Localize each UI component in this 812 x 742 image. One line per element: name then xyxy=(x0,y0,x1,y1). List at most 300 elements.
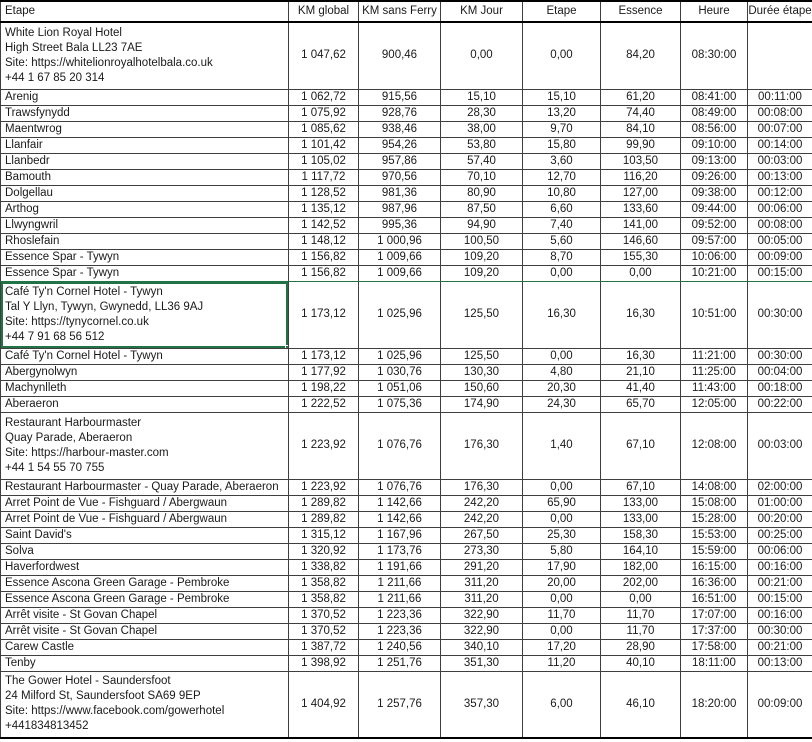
etape-km-cell[interactable]: 15,10 xyxy=(523,89,601,105)
duree-cell[interactable]: 00:09:00 xyxy=(748,671,812,738)
km-global-cell[interactable]: 1 047,62 xyxy=(289,22,359,89)
heure-cell[interactable]: 14:08:00 xyxy=(681,479,748,495)
etape-km-cell[interactable]: 5,80 xyxy=(523,543,601,559)
column-header-essence[interactable]: Essence xyxy=(601,1,681,22)
etape-km-cell[interactable]: 5,60 xyxy=(523,233,601,249)
etape-km-cell[interactable]: 11,70 xyxy=(523,607,601,623)
essence-cell[interactable]: 99,90 xyxy=(601,137,681,153)
km-global-cell[interactable]: 1 387,72 xyxy=(289,639,359,655)
heure-cell[interactable]: 10:21:00 xyxy=(681,265,748,281)
duree-cell[interactable]: 00:07:00 xyxy=(748,121,812,137)
km-global-cell[interactable]: 1 177,92 xyxy=(289,364,359,380)
duree-cell[interactable]: 00:16:00 xyxy=(748,607,812,623)
duree-cell[interactable]: 00:12:00 xyxy=(748,185,812,201)
table-row[interactable] xyxy=(1,364,812,380)
etape-cell[interactable]: Abergynolwyn xyxy=(1,364,289,380)
km-ferry-cell[interactable]: 970,56 xyxy=(359,169,441,185)
etape-km-cell[interactable]: 0,00 xyxy=(523,511,601,527)
km-jour-cell[interactable]: 311,20 xyxy=(441,575,523,591)
km-jour-cell[interactable]: 242,20 xyxy=(441,495,523,511)
etape-km-cell[interactable]: 6,60 xyxy=(523,201,601,217)
km-ferry-cell[interactable]: 957,86 xyxy=(359,153,441,169)
km-jour-cell[interactable]: 87,50 xyxy=(441,201,523,217)
essence-cell[interactable]: 133,00 xyxy=(601,495,681,511)
table-row[interactable] xyxy=(1,396,812,412)
fill-handle[interactable] xyxy=(285,345,289,349)
km-global-cell[interactable]: 1 105,02 xyxy=(289,153,359,169)
duree-cell[interactable]: 00:05:00 xyxy=(748,233,812,249)
km-global-cell[interactable]: 1 358,82 xyxy=(289,591,359,607)
column-header-km_global[interactable]: KM global xyxy=(289,1,359,22)
essence-cell[interactable]: 74,40 xyxy=(601,105,681,121)
duree-cell[interactable]: 02:00:00 xyxy=(748,479,812,495)
etape-km-cell[interactable]: 12,70 xyxy=(523,169,601,185)
km-jour-cell[interactable]: 80,90 xyxy=(441,185,523,201)
km-ferry-cell[interactable]: 995,36 xyxy=(359,217,441,233)
km-jour-cell[interactable]: 322,90 xyxy=(441,623,523,639)
heure-cell[interactable]: 08:56:00 xyxy=(681,121,748,137)
etape-km-cell[interactable]: 20,30 xyxy=(523,380,601,396)
table-row[interactable] xyxy=(1,233,812,249)
km-global-cell[interactable]: 1 075,92 xyxy=(289,105,359,121)
km-jour-cell[interactable]: 242,20 xyxy=(441,511,523,527)
km-global-cell[interactable]: 1 128,52 xyxy=(289,185,359,201)
km-global-cell[interactable]: 1 370,52 xyxy=(289,623,359,639)
etape-km-cell[interactable]: 11,20 xyxy=(523,655,601,671)
table-row[interactable] xyxy=(1,265,812,281)
etape-cell[interactable]: Arenig xyxy=(1,89,289,105)
km-jour-cell[interactable]: 267,50 xyxy=(441,527,523,543)
km-global-cell[interactable]: 1 173,12 xyxy=(289,348,359,364)
duree-cell[interactable]: 00:08:00 xyxy=(748,105,812,121)
duree-cell[interactable]: 00:30:00 xyxy=(748,623,812,639)
km-global-cell[interactable]: 1 101,42 xyxy=(289,137,359,153)
km-jour-cell[interactable]: 174,90 xyxy=(441,396,523,412)
km-global-cell[interactable]: 1 223,92 xyxy=(289,479,359,495)
km-jour-cell[interactable]: 38,00 xyxy=(441,121,523,137)
poi-line: The Gower Hotel - Saundersfoot xyxy=(5,675,171,688)
duree-cell[interactable]: 00:16:00 xyxy=(748,559,812,575)
table-row[interactable] xyxy=(1,639,812,655)
duree-cell[interactable]: 00:03:00 xyxy=(748,153,812,169)
km-global-cell[interactable]: 1 173,12 xyxy=(289,281,359,348)
etape-cell[interactable]: Café Ty'n Cornel Hotel - Tywyn xyxy=(1,348,289,364)
heure-cell[interactable]: 08:30:00 xyxy=(681,22,748,89)
table-row[interactable] xyxy=(1,217,812,233)
heure-cell[interactable]: 16:15:00 xyxy=(681,559,748,575)
km-ferry-cell[interactable]: 1 009,66 xyxy=(359,265,441,281)
etape-cell[interactable]: Haverfordwest xyxy=(1,559,289,575)
table-row[interactable] xyxy=(1,22,812,89)
km-ferry-cell[interactable]: 1 251,76 xyxy=(359,655,441,671)
km-jour-cell[interactable]: 311,20 xyxy=(441,591,523,607)
km-ferry-cell[interactable]: 1 009,66 xyxy=(359,249,441,265)
km-global-cell[interactable]: 1 404,92 xyxy=(289,671,359,738)
etape-km-cell[interactable]: 1,40 xyxy=(523,412,601,479)
km-jour-cell[interactable]: 15,10 xyxy=(441,89,523,105)
km-ferry-cell[interactable]: 1 211,66 xyxy=(359,591,441,607)
km-global-cell[interactable]: 1 358,82 xyxy=(289,575,359,591)
etape-km-cell[interactable]: 6,00 xyxy=(523,671,601,738)
heure-cell[interactable]: 12:05:00 xyxy=(681,396,748,412)
table-row[interactable] xyxy=(1,412,812,479)
km-ferry-cell[interactable]: 1 025,96 xyxy=(359,281,441,348)
etape-km-cell[interactable]: 20,00 xyxy=(523,575,601,591)
etape-cell[interactable]: Essence Ascona Green Garage - Pembroke xyxy=(1,575,289,591)
km-global-cell[interactable]: 1 370,52 xyxy=(289,607,359,623)
duree-cell[interactable]: 00:30:00 xyxy=(748,281,812,348)
essence-cell[interactable]: 0,00 xyxy=(601,265,681,281)
km-jour-cell[interactable]: 130,30 xyxy=(441,364,523,380)
duree-cell[interactable]: 00:09:00 xyxy=(748,249,812,265)
heure-cell[interactable]: 09:44:00 xyxy=(681,201,748,217)
essence-cell[interactable]: 127,00 xyxy=(601,185,681,201)
etape-cell[interactable]: Solva xyxy=(1,543,289,559)
heure-cell[interactable]: 09:52:00 xyxy=(681,217,748,233)
km-jour-cell[interactable]: 28,30 xyxy=(441,105,523,121)
table-row[interactable] xyxy=(1,169,812,185)
essence-cell[interactable]: 67,10 xyxy=(601,479,681,495)
km-jour-cell[interactable]: 125,50 xyxy=(441,281,523,348)
km-jour-cell[interactable]: 176,30 xyxy=(441,479,523,495)
km-ferry-cell[interactable]: 938,46 xyxy=(359,121,441,137)
etape-km-cell[interactable]: 24,30 xyxy=(523,396,601,412)
duree-cell[interactable]: 00:20:00 xyxy=(748,511,812,527)
table-row[interactable] xyxy=(1,121,812,137)
km-global-cell[interactable]: 1 062,72 xyxy=(289,89,359,105)
etape-km-cell[interactable]: 16,30 xyxy=(523,281,601,348)
km-global-cell[interactable]: 1 156,82 xyxy=(289,265,359,281)
essence-cell[interactable]: 146,60 xyxy=(601,233,681,249)
etape-km-cell[interactable]: 15,80 xyxy=(523,137,601,153)
km-global-cell[interactable]: 1 289,82 xyxy=(289,495,359,511)
table-row[interactable] xyxy=(1,281,812,348)
essence-cell[interactable]: 21,10 xyxy=(601,364,681,380)
km-jour-cell[interactable]: 273,30 xyxy=(441,543,523,559)
etape-cell[interactable]: Bamouth xyxy=(1,169,289,185)
km-global-cell[interactable]: 1 085,62 xyxy=(289,121,359,137)
heure-cell[interactable]: 09:10:00 xyxy=(681,137,748,153)
duree-cell[interactable]: 00:22:00 xyxy=(748,396,812,412)
column-header-etape[interactable]: Etape xyxy=(1,1,289,22)
etape-cell[interactable]: Arrêt visite - St Govan Chapel xyxy=(1,607,289,623)
essence-cell[interactable]: 202,00 xyxy=(601,575,681,591)
column-header-km_ferry[interactable]: KM sans Ferry xyxy=(359,1,441,22)
etape-km-cell[interactable]: 0,00 xyxy=(523,348,601,364)
etape-cell[interactable]: Dolgellau xyxy=(1,185,289,201)
essence-cell[interactable]: 103,50 xyxy=(601,153,681,169)
essence-cell[interactable]: 155,30 xyxy=(601,249,681,265)
etape-cell[interactable]: Saint David's xyxy=(1,527,289,543)
km-global-cell[interactable]: 1 117,72 xyxy=(289,169,359,185)
etape-cell[interactable]: Trawsfynydd xyxy=(1,105,289,121)
heure-cell[interactable]: 09:13:00 xyxy=(681,153,748,169)
km-ferry-cell[interactable]: 1 075,36 xyxy=(359,396,441,412)
etape-km-cell[interactable]: 7,40 xyxy=(523,217,601,233)
heure-cell[interactable]: 18:11:00 xyxy=(681,655,748,671)
km-jour-cell[interactable]: 94,90 xyxy=(441,217,523,233)
duree-cell[interactable]: 00:04:00 xyxy=(748,364,812,380)
km-global-cell[interactable]: 1 222,52 xyxy=(289,396,359,412)
duree-cell[interactable]: 00:30:00 xyxy=(748,348,812,364)
table-row[interactable] xyxy=(1,623,812,639)
essence-cell[interactable]: 164,10 xyxy=(601,543,681,559)
etape-cell[interactable]: Essence Spar - Tywyn xyxy=(1,249,289,265)
etape-km-cell[interactable]: 0,00 xyxy=(523,623,601,639)
table-row[interactable] xyxy=(1,153,812,169)
heure-cell[interactable]: 12:08:00 xyxy=(681,412,748,479)
essence-cell[interactable]: 11,70 xyxy=(601,607,681,623)
heure-cell[interactable]: 10:06:00 xyxy=(681,249,748,265)
poi-cell[interactable] xyxy=(1,412,289,479)
km-jour-cell[interactable]: 70,10 xyxy=(441,169,523,185)
etape-km-cell[interactable]: 65,90 xyxy=(523,495,601,511)
table-row[interactable] xyxy=(1,527,812,543)
heure-cell[interactable]: 17:07:00 xyxy=(681,607,748,623)
table-row[interactable] xyxy=(1,137,812,153)
etape-cell[interactable]: Tenby xyxy=(1,655,289,671)
essence-cell[interactable]: 182,00 xyxy=(601,559,681,575)
essence-cell[interactable]: 65,70 xyxy=(601,396,681,412)
heure-cell[interactable]: 15:28:00 xyxy=(681,511,748,527)
duree-cell[interactable]: 00:21:00 xyxy=(748,639,812,655)
etape-cell[interactable]: Aberaeron xyxy=(1,396,289,412)
km-jour-cell[interactable]: 150,60 xyxy=(441,380,523,396)
essence-cell[interactable]: 16,30 xyxy=(601,348,681,364)
essence-cell[interactable]: 133,00 xyxy=(601,511,681,527)
etape-km-cell[interactable]: 4,80 xyxy=(523,364,601,380)
km-jour-cell[interactable]: 53,80 xyxy=(441,137,523,153)
km-ferry-cell[interactable]: 981,36 xyxy=(359,185,441,201)
heure-cell[interactable]: 17:37:00 xyxy=(681,623,748,639)
column-header-heure[interactable]: Heure xyxy=(681,1,748,22)
table-row[interactable] xyxy=(1,249,812,265)
table-row[interactable] xyxy=(1,89,812,105)
heure-cell[interactable]: 11:25:00 xyxy=(681,364,748,380)
km-global-cell[interactable]: 1 135,12 xyxy=(289,201,359,217)
km-jour-cell[interactable]: 0,00 xyxy=(441,22,523,89)
duree-cell[interactable]: 00:18:00 xyxy=(748,380,812,396)
heure-cell[interactable]: 11:43:00 xyxy=(681,380,748,396)
km-jour-cell[interactable]: 322,90 xyxy=(441,607,523,623)
km-ferry-cell[interactable]: 1 051,06 xyxy=(359,380,441,396)
etape-cell[interactable]: Arthog xyxy=(1,201,289,217)
etape-km-cell[interactable]: 0,00 xyxy=(523,22,601,89)
km-ferry-cell[interactable]: 1 030,76 xyxy=(359,364,441,380)
essence-cell[interactable]: 61,20 xyxy=(601,89,681,105)
duree-cell[interactable]: 00:15:00 xyxy=(748,265,812,281)
heure-cell[interactable]: 15:53:00 xyxy=(681,527,748,543)
column-header-duree[interactable]: Durée étape xyxy=(748,1,812,22)
km-global-cell[interactable]: 1 398,92 xyxy=(289,655,359,671)
table-row[interactable] xyxy=(1,671,812,738)
table-row[interactable] xyxy=(1,380,812,396)
etape-cell[interactable]: Essence Ascona Green Garage - Pembroke xyxy=(1,591,289,607)
km-ferry-cell[interactable]: 1 191,66 xyxy=(359,559,441,575)
km-jour-cell[interactable]: 109,20 xyxy=(441,249,523,265)
table-row[interactable] xyxy=(1,591,812,607)
km-ferry-cell[interactable]: 1 211,66 xyxy=(359,575,441,591)
etape-cell[interactable]: Arrêt visite - St Govan Chapel xyxy=(1,623,289,639)
heure-cell[interactable]: 09:38:00 xyxy=(681,185,748,201)
heure-cell[interactable]: 08:49:00 xyxy=(681,105,748,121)
km-ferry-cell[interactable]: 928,76 xyxy=(359,105,441,121)
table-row[interactable] xyxy=(1,511,812,527)
km-ferry-cell[interactable]: 1 025,96 xyxy=(359,348,441,364)
heure-cell[interactable]: 15:08:00 xyxy=(681,495,748,511)
essence-cell[interactable]: 158,30 xyxy=(601,527,681,543)
duree-cell[interactable]: 00:11:00 xyxy=(748,89,812,105)
km-ferry-cell[interactable]: 1 223,36 xyxy=(359,607,441,623)
essence-cell[interactable]: 11,70 xyxy=(601,623,681,639)
heure-cell[interactable]: 08:41:00 xyxy=(681,89,748,105)
essence-cell[interactable]: 40,10 xyxy=(601,655,681,671)
km-jour-cell[interactable]: 125,50 xyxy=(441,348,523,364)
km-jour-cell[interactable]: 291,20 xyxy=(441,559,523,575)
heure-cell[interactable]: 09:26:00 xyxy=(681,169,748,185)
heure-cell[interactable]: 09:57:00 xyxy=(681,233,748,249)
etape-km-cell[interactable]: 3,60 xyxy=(523,153,601,169)
essence-cell[interactable]: 28,90 xyxy=(601,639,681,655)
etape-cell[interactable]: Essence Spar - Tywyn xyxy=(1,265,289,281)
km-global-cell[interactable]: 1 289,82 xyxy=(289,511,359,527)
duree-cell[interactable]: 00:21:00 xyxy=(748,575,812,591)
etape-cell[interactable]: Maentwrog xyxy=(1,121,289,137)
table-row[interactable] xyxy=(1,559,812,575)
km-global-cell[interactable]: 1 156,82 xyxy=(289,249,359,265)
etape-cell[interactable]: Llwyngwril xyxy=(1,217,289,233)
table-row[interactable] xyxy=(1,479,812,495)
heure-cell[interactable]: 11:21:00 xyxy=(681,348,748,364)
essence-cell[interactable]: 46,10 xyxy=(601,671,681,738)
table-row[interactable] xyxy=(1,607,812,623)
duree-cell[interactable]: 00:03:00 xyxy=(748,412,812,479)
km-jour-cell[interactable]: 351,30 xyxy=(441,655,523,671)
duree-cell[interactable] xyxy=(748,22,812,89)
table-row[interactable] xyxy=(1,105,812,121)
km-jour-cell[interactable]: 57,40 xyxy=(441,153,523,169)
heure-cell[interactable]: 18:20:00 xyxy=(681,671,748,738)
etape-km-cell[interactable]: 10,80 xyxy=(523,185,601,201)
km-ferry-cell[interactable]: 1 076,76 xyxy=(359,479,441,495)
km-ferry-cell[interactable]: 1 223,36 xyxy=(359,623,441,639)
duree-cell[interactable]: 00:15:00 xyxy=(748,591,812,607)
km-ferry-cell[interactable]: 1 257,76 xyxy=(359,671,441,738)
km-ferry-cell[interactable]: 1 000,96 xyxy=(359,233,441,249)
etape-km-cell[interactable]: 0,00 xyxy=(523,479,601,495)
etape-km-cell[interactable]: 13,20 xyxy=(523,105,601,121)
column-header-etape_km[interactable]: Etape xyxy=(523,1,601,22)
km-ferry-cell[interactable]: 1 240,56 xyxy=(359,639,441,655)
km-ferry-cell[interactable]: 1 167,96 xyxy=(359,527,441,543)
table-row[interactable] xyxy=(1,201,812,217)
heure-cell[interactable]: 17:58:00 xyxy=(681,639,748,655)
km-global-cell[interactable]: 1 320,92 xyxy=(289,543,359,559)
km-ferry-cell[interactable]: 1 173,76 xyxy=(359,543,441,559)
etape-cell[interactable]: Carew Castle xyxy=(1,639,289,655)
km-global-cell[interactable]: 1 223,92 xyxy=(289,412,359,479)
essence-cell[interactable]: 67,10 xyxy=(601,412,681,479)
km-global-cell[interactable]: 1 142,52 xyxy=(289,217,359,233)
table-row[interactable] xyxy=(1,348,812,364)
essence-cell[interactable]: 141,00 xyxy=(601,217,681,233)
etape-cell[interactable]: Llanfair xyxy=(1,137,289,153)
km-global-cell[interactable]: 1 338,82 xyxy=(289,559,359,575)
essence-cell[interactable]: 0,00 xyxy=(601,591,681,607)
km-ferry-cell[interactable]: 900,46 xyxy=(359,22,441,89)
etape-cell[interactable]: Rhoslefain xyxy=(1,233,289,249)
etape-km-cell[interactable]: 9,70 xyxy=(523,121,601,137)
heure-cell[interactable]: 16:51:00 xyxy=(681,591,748,607)
duree-cell[interactable]: 00:08:00 xyxy=(748,217,812,233)
essence-cell[interactable]: 116,20 xyxy=(601,169,681,185)
essence-cell[interactable]: 84,10 xyxy=(601,121,681,137)
km-jour-cell[interactable]: 176,30 xyxy=(441,412,523,479)
duree-cell[interactable]: 00:14:00 xyxy=(748,137,812,153)
km-global-cell[interactable]: 1 148,12 xyxy=(289,233,359,249)
km-jour-cell[interactable]: 100,50 xyxy=(441,233,523,249)
heure-cell[interactable]: 15:59:00 xyxy=(681,543,748,559)
table-row[interactable] xyxy=(1,543,812,559)
table-row[interactable] xyxy=(1,495,812,511)
km-ferry-cell[interactable]: 954,26 xyxy=(359,137,441,153)
etape-km-cell[interactable]: 0,00 xyxy=(523,265,601,281)
column-header-km_jour[interactable]: KM Jour xyxy=(441,1,523,22)
km-jour-cell[interactable]: 109,20 xyxy=(441,265,523,281)
etape-cell[interactable]: Arret Point de Vue - Fishguard / Abergwaun xyxy=(1,511,289,527)
km-ferry-cell[interactable]: 915,56 xyxy=(359,89,441,105)
essence-cell[interactable]: 16,30 xyxy=(601,281,681,348)
heure-cell[interactable]: 16:36:00 xyxy=(681,575,748,591)
duree-cell[interactable]: 01:00:00 xyxy=(748,495,812,511)
etape-cell[interactable]: Restaurant Harbourmaster - Quay Parade, Aberaeron xyxy=(1,479,289,495)
poi-line: Restaurant Harbourmaster xyxy=(5,416,142,429)
km-ferry-cell[interactable]: 1 142,66 xyxy=(359,511,441,527)
poi-cell[interactable] xyxy=(1,22,289,89)
km-ferry-cell[interactable]: 1 142,66 xyxy=(359,495,441,511)
heure-cell[interactable]: 10:51:00 xyxy=(681,281,748,348)
km-jour-cell[interactable]: 340,10 xyxy=(441,639,523,655)
km-jour-cell[interactable]: 357,30 xyxy=(441,671,523,738)
poi-line: High Street Bala LL23 7AE xyxy=(5,41,143,54)
duree-cell[interactable]: 00:25:00 xyxy=(748,527,812,543)
km-ferry-cell[interactable]: 987,96 xyxy=(359,201,441,217)
essence-cell[interactable]: 41,40 xyxy=(601,380,681,396)
essence-cell[interactable]: 133,60 xyxy=(601,201,681,217)
etape-km-cell[interactable]: 17,90 xyxy=(523,559,601,575)
km-global-cell[interactable]: 1 198,22 xyxy=(289,380,359,396)
etape-cell[interactable]: Arret Point de Vue - Fishguard / Abergwaun xyxy=(1,495,289,511)
duree-cell[interactable]: 00:06:00 xyxy=(748,543,812,559)
poi-cell[interactable] xyxy=(1,671,289,738)
table-row[interactable] xyxy=(1,575,812,591)
duree-cell[interactable]: 00:13:00 xyxy=(748,655,812,671)
etape-cell[interactable]: Llanbedr xyxy=(1,153,289,169)
table-row[interactable] xyxy=(1,185,812,201)
essence-cell[interactable]: 84,20 xyxy=(601,22,681,89)
duree-cell[interactable]: 00:13:00 xyxy=(748,169,812,185)
km-ferry-cell[interactable]: 1 076,76 xyxy=(359,412,441,479)
etape-km-cell[interactable]: 8,70 xyxy=(523,249,601,265)
km-global-cell[interactable]: 1 315,12 xyxy=(289,527,359,543)
etape-km-cell[interactable]: 17,20 xyxy=(523,639,601,655)
etape-km-cell[interactable]: 0,00 xyxy=(523,591,601,607)
etape-cell[interactable]: Machynlleth xyxy=(1,380,289,396)
etape-km-cell[interactable]: 25,30 xyxy=(523,527,601,543)
poi-cell-selected[interactable] xyxy=(1,281,289,348)
table-row[interactable] xyxy=(1,655,812,671)
duree-cell[interactable]: 00:06:00 xyxy=(748,201,812,217)
